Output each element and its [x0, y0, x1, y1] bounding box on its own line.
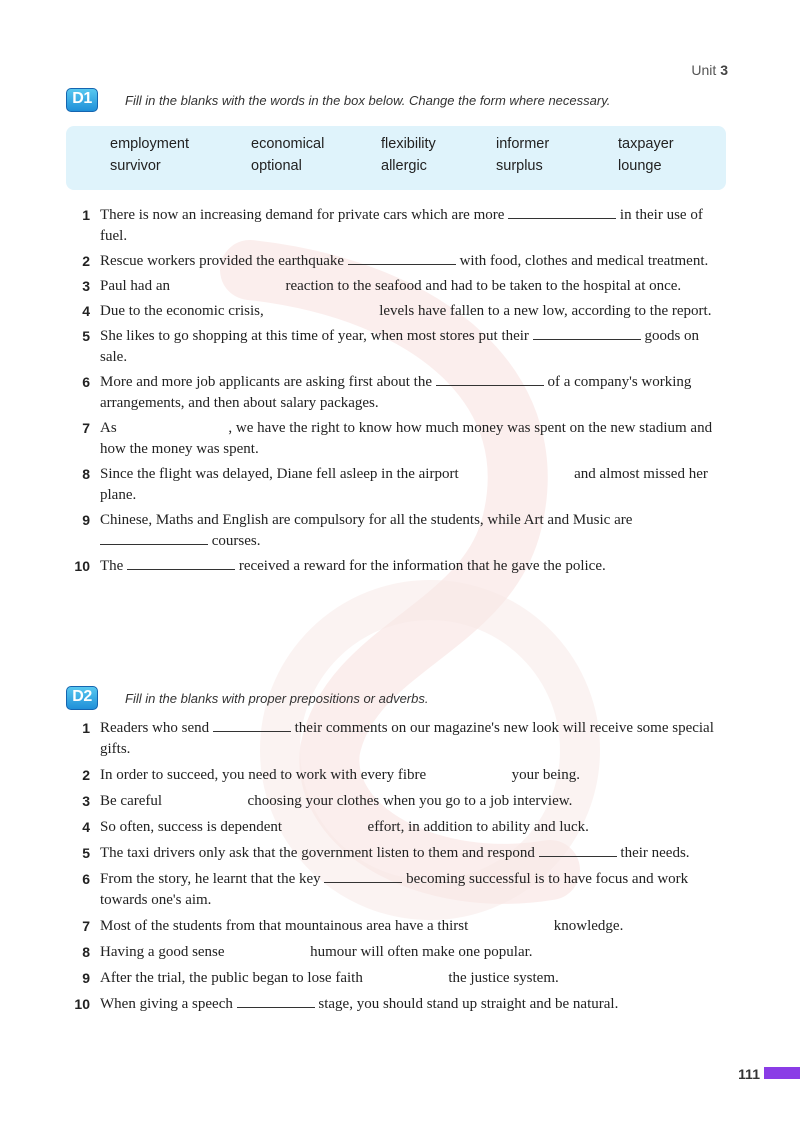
item-text-before: Having a good sense	[100, 944, 225, 960]
exercise-item	[66, 418, 726, 460]
page-number: 111	[738, 1066, 760, 1082]
item-text-after: of a company's working arrangements, and then about salary packages.	[100, 374, 692, 411]
item-text-before: Most of the students from that mountainous area have a thirst	[100, 918, 469, 934]
item-number: 1	[82, 720, 90, 736]
item-text-before: In order to succeed, you need to work with every fibre	[100, 767, 427, 783]
item-number: 1	[82, 207, 90, 223]
item-number: 6	[82, 374, 90, 390]
exercise-item	[66, 326, 726, 368]
exercise-item	[66, 718, 726, 760]
item-text-after: your being.	[511, 767, 580, 783]
d1-badge: D1	[66, 88, 98, 112]
item-text-before: After the trial, the public began to lose faith	[100, 970, 363, 986]
word-box-item: flexibility	[381, 136, 436, 152]
exercise-item	[66, 968, 726, 989]
item-text-before: The	[100, 558, 124, 574]
unit-text: Unit	[691, 62, 717, 78]
item-text-before: Readers who send	[100, 720, 210, 736]
item-text-after: choosing your clothes when you go to a job interview.	[247, 793, 573, 809]
word-box-item: economical	[251, 136, 325, 152]
item-text-before: Chinese, Maths and English are compulsory for all the students, while Art and Music are	[100, 512, 633, 528]
item-text-after: effort, in addition to ability and luck.	[367, 819, 589, 835]
item-text-after: reaction to the seafood and had to be taken to the hospital at once.	[285, 278, 682, 294]
exercise-item	[66, 464, 726, 506]
d2-badge: D2	[66, 686, 98, 710]
item-text-after: with food, clothes and medical treatment.	[459, 253, 709, 269]
item-number: 10	[74, 558, 90, 574]
item-text-before: From the story, he learnt that the key	[100, 871, 321, 887]
word-box-item: survivor	[110, 158, 161, 174]
item-number: 8	[82, 944, 90, 960]
answer-blank[interactable]	[533, 326, 641, 340]
item-text-after: their needs.	[620, 845, 690, 861]
answer-blank[interactable]	[237, 994, 315, 1008]
item-number: 9	[82, 970, 90, 986]
item-text-after: received a reward for the information that he gave the police.	[238, 558, 606, 574]
d2-instruction: Fill in the blanks with proper prepositions or adverbs.	[125, 690, 429, 706]
item-text-after: , we have the right to know how much money was spent on the new stadium and how the money was spent.	[100, 420, 713, 457]
answer-blank[interactable]	[127, 556, 235, 570]
item-text-after: the justice system.	[448, 970, 559, 986]
exercise-item	[66, 251, 726, 272]
item-text-before: Since the flight was delayed, Diane fell asleep in the airport	[100, 466, 459, 482]
exercise-item	[66, 510, 726, 552]
item-text-after: in their use of fuel.	[100, 207, 703, 244]
item-number: 3	[82, 793, 90, 809]
unit-number: 3	[720, 62, 728, 78]
item-text-after: goods on sale.	[100, 328, 700, 365]
item-text-after: humour will often make one popular.	[310, 944, 533, 960]
word-box-item: allergic	[381, 158, 427, 174]
item-text-before: Paul had an	[100, 278, 170, 294]
exercise-item	[66, 869, 726, 911]
item-number: 7	[82, 420, 90, 436]
item-text-after: stage, you should stand up straight and be natural.	[318, 996, 619, 1012]
item-text-before: So often, success is dependent	[100, 819, 283, 835]
answer-blank[interactable]	[348, 251, 456, 265]
exercise-item	[66, 276, 726, 297]
item-text-after: courses.	[211, 533, 261, 549]
item-number: 4	[82, 819, 90, 835]
item-text-before: Due to the economic crisis,	[100, 303, 264, 319]
item-number: 10	[74, 996, 90, 1012]
item-number: 2	[82, 253, 90, 269]
exercise-item	[66, 765, 726, 786]
item-text-before: Rescue workers provided the earthquake	[100, 253, 345, 269]
item-text-after: and almost missed her plane.	[100, 466, 708, 503]
answer-blank[interactable]	[324, 869, 402, 883]
exercise-item	[66, 372, 726, 414]
exercise-item	[66, 843, 726, 864]
item-text-before: She likes to go shopping at this time of year, when most stores put their	[100, 328, 529, 344]
item-text-before: Be careful	[100, 793, 163, 809]
word-box-item: surplus	[496, 158, 543, 174]
item-text-after: their comments on our magazine's new look will receive some special gifts.	[100, 720, 714, 757]
item-text-after: becoming successful is to have focus and work towards one's aim.	[100, 871, 689, 908]
item-number: 5	[82, 845, 90, 861]
item-number: 6	[82, 871, 90, 887]
item-number: 5	[82, 328, 90, 344]
item-text-before: More and more job applicants are asking first about the	[100, 374, 432, 390]
item-number: 8	[82, 466, 90, 482]
exercise-item	[66, 301, 726, 322]
item-number: 7	[82, 918, 90, 934]
item-number: 2	[82, 767, 90, 783]
item-text-after: knowledge.	[553, 918, 624, 934]
word-box-item: informer	[496, 136, 550, 152]
answer-blank[interactable]	[213, 718, 291, 732]
item-text-before: There is now an increasing demand for private cars which are more	[100, 207, 505, 223]
word-box-item: optional	[251, 158, 302, 174]
d2-heading	[66, 686, 428, 710]
exercise-item	[66, 817, 726, 838]
item-text-after: levels have fallen to a new low, according to the report.	[379, 303, 712, 319]
answer-blank[interactable]	[436, 372, 544, 386]
exercise-item	[66, 791, 726, 812]
exercise-item	[66, 205, 726, 247]
word-box	[66, 126, 726, 190]
item-text-before: The taxi drivers only ask that the government listen to them and respond	[100, 845, 535, 861]
item-text-before: When giving a speech	[100, 996, 233, 1012]
word-box-item: lounge	[618, 158, 662, 174]
d1-item-list	[66, 205, 726, 581]
answer-blank[interactable]	[508, 205, 616, 219]
item-number: 4	[82, 303, 90, 319]
exercise-item	[66, 556, 726, 577]
word-box-item: employment	[110, 136, 189, 152]
exercise-item	[66, 994, 726, 1015]
exercise-item	[66, 916, 726, 937]
answer-blank[interactable]	[539, 843, 617, 857]
answer-blank[interactable]	[100, 531, 208, 545]
d1-instruction: Fill in the blanks with the words in the box below. Change the form where necessary.	[125, 92, 611, 108]
unit-label	[691, 62, 728, 78]
d1-heading	[66, 88, 610, 112]
item-text-before: As	[100, 420, 117, 436]
item-number: 3	[82, 278, 90, 294]
exercise-item	[66, 942, 726, 963]
item-number: 9	[82, 512, 90, 528]
page-number-bar	[764, 1067, 800, 1079]
word-box-item: taxpayer	[618, 136, 674, 152]
d2-item-list	[66, 718, 726, 1020]
